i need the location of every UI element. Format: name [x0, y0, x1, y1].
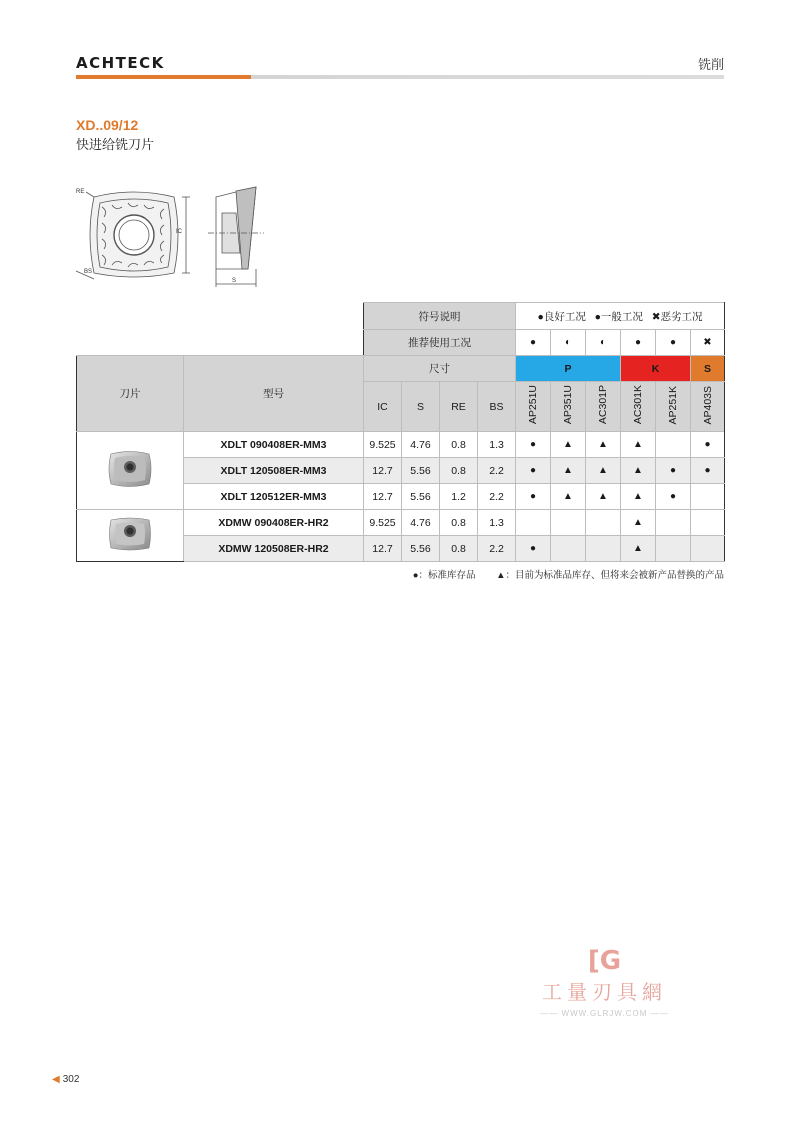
condition-cell: ● — [656, 330, 691, 356]
grade-mark: ▲ — [621, 432, 656, 458]
page-number-text: 302 — [62, 1074, 80, 1085]
page-arrow-icon: ◀ — [52, 1074, 60, 1085]
legend-good: ●良好工况 — [537, 310, 586, 323]
grade-header: AP251U — [527, 385, 539, 425]
insert-front-view-drawing — [72, 183, 192, 283]
footnote-stock: ●：标准库存品 — [412, 570, 476, 581]
product-code: XD..09/12 — [76, 117, 139, 133]
dim-header-re: RE — [440, 382, 478, 432]
insert-photo — [105, 448, 155, 490]
legend-normal: ●一般工况 — [594, 310, 643, 323]
condition-cell: ✖ — [691, 330, 725, 356]
label-s: S — [232, 278, 237, 284]
grade-mark — [691, 484, 725, 510]
footnote-replace: ▲：目前为标准品库存、但将来会被新产品替换的产品 — [496, 570, 724, 581]
insert-photo — [105, 514, 155, 554]
legend-title: 符号说明 — [364, 303, 516, 330]
table-row — [77, 510, 725, 536]
material-k: K — [621, 356, 691, 382]
recommend-title: 推荐使用工况 — [364, 330, 516, 356]
col-header-insert: 刀片 — [77, 356, 184, 432]
grade-mark: ▲ — [551, 484, 586, 510]
dim-s: 4.76 — [402, 510, 440, 536]
grade-mark: ▲ — [621, 536, 656, 562]
product-name: 快进给铣刀片 — [76, 137, 155, 152]
grade-mark: ● — [516, 536, 551, 562]
label-ic: IC — [176, 229, 182, 235]
condition-cell: ◐ — [586, 330, 621, 356]
dim-bs: 2.2 — [478, 484, 516, 510]
grade-mark — [691, 536, 725, 562]
model-name: XDLT 120508ER-MM3 — [184, 458, 364, 484]
insert-side-view-drawing — [202, 183, 272, 293]
grade-header: AC301K — [632, 385, 644, 425]
dim-s: 5.56 — [402, 536, 440, 562]
col-header-model: 型号 — [184, 356, 364, 432]
dim-bs: 1.3 — [478, 432, 516, 458]
grade-mark: ● — [656, 458, 691, 484]
condition-cell: ● — [621, 330, 656, 356]
dim-header-s: S — [402, 382, 440, 432]
insert-spec-table — [76, 302, 725, 562]
dim-bs: 2.2 — [478, 458, 516, 484]
grade-mark: ● — [691, 432, 725, 458]
brand-logo: ACHTECK — [76, 54, 165, 72]
table-row — [77, 432, 725, 458]
grade-mark: ▲ — [586, 432, 621, 458]
grade-mark — [691, 510, 725, 536]
grade-mark — [656, 432, 691, 458]
dim-re: 0.8 — [440, 536, 478, 562]
watermark-logo: [G — [587, 946, 622, 976]
material-p: P — [516, 356, 621, 382]
insert-image-xdmw — [77, 510, 184, 562]
grade-mark — [656, 510, 691, 536]
grade-header: AP251K — [667, 385, 679, 425]
watermark — [537, 946, 672, 1018]
dim-re: 0.8 — [440, 432, 478, 458]
condition-cell: ◐ — [551, 330, 586, 356]
condition-cell: ● — [516, 330, 551, 356]
legend-symbols — [516, 303, 725, 330]
insert-image-xdlt — [77, 432, 184, 510]
grade-mark: ▲ — [551, 458, 586, 484]
label-bs: BS — [84, 269, 93, 275]
grade-header: AP403S — [701, 385, 714, 425]
page-number — [52, 1074, 79, 1085]
dim-header-ic: IC — [364, 382, 402, 432]
dim-re: 0.8 — [440, 510, 478, 536]
dim-ic: 12.7 — [364, 536, 402, 562]
dim-s: 5.56 — [402, 484, 440, 510]
legend-bad: ✖恶劣工况 — [651, 310, 703, 323]
grade-header: AP351U — [562, 385, 574, 425]
dim-header-bs: BS — [478, 382, 516, 432]
material-s: S — [691, 356, 725, 382]
grade-mark: ▲ — [621, 484, 656, 510]
dim-ic: 12.7 — [364, 458, 402, 484]
dim-s: 4.76 — [402, 432, 440, 458]
model-name: XDLT 120512ER-MM3 — [184, 484, 364, 510]
model-name: XDMW 090408ER-HR2 — [184, 510, 364, 536]
dim-bs: 1.3 — [478, 510, 516, 536]
dim-ic: 9.525 — [364, 432, 402, 458]
model-name: XDMW 120508ER-HR2 — [184, 536, 364, 562]
grade-mark — [586, 510, 621, 536]
grade-header: AC301P — [597, 385, 609, 425]
grade-mark — [586, 536, 621, 562]
grade-mark — [551, 510, 586, 536]
section-label: 铣削 — [697, 57, 724, 72]
grade-mark: ▲ — [586, 458, 621, 484]
grade-mark: ● — [516, 484, 551, 510]
dim-re: 1.2 — [440, 484, 478, 510]
grade-mark — [551, 536, 586, 562]
dim-ic: 12.7 — [364, 484, 402, 510]
grade-mark: ▲ — [621, 510, 656, 536]
dim-s: 5.56 — [402, 458, 440, 484]
dim-bs: 2.2 — [478, 536, 516, 562]
grade-mark: ● — [691, 458, 725, 484]
grade-mark: ▲ — [551, 432, 586, 458]
dim-ic: 9.525 — [364, 510, 402, 536]
watermark-title: 工量刃具網 — [542, 982, 667, 1004]
label-re: RE — [76, 189, 85, 195]
model-name: XDLT 090408ER-MM3 — [184, 432, 364, 458]
watermark-url: —— WWW.GLRJW.COM —— — [540, 1009, 669, 1018]
grade-mark: ▲ — [586, 484, 621, 510]
grade-mark: ● — [516, 458, 551, 484]
footnote — [395, 567, 724, 581]
grade-mark — [516, 510, 551, 536]
grade-mark: ▲ — [621, 458, 656, 484]
grade-mark: ● — [656, 484, 691, 510]
grade-mark: ● — [516, 432, 551, 458]
dim-re: 0.8 — [440, 458, 478, 484]
header-divider — [76, 75, 724, 79]
col-header-size: 尺寸 — [364, 356, 516, 382]
grade-mark — [656, 536, 691, 562]
